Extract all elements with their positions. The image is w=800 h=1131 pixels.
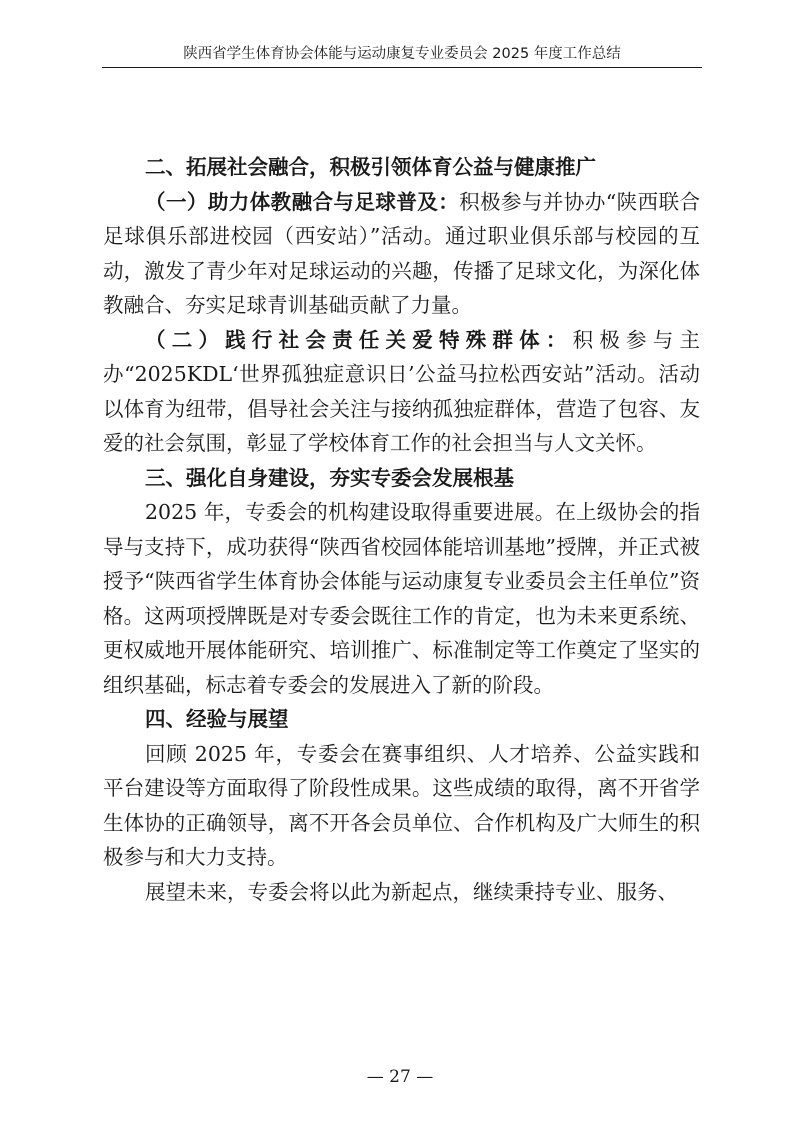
header-divider [102, 67, 702, 68]
item-2-body: 积极参与主办“2025KDL‘世界孤独症意识日’公益马拉松西安站”活动。活动以体育为纽带，倡导社会关注与接纳孤独症群体，营造了包容、友爱的社会氛围，彰显了学校体育工作的社会担当与人文关怀。 [103, 327, 701, 455]
item-1-body: 积极参与并协办“陕西联合足球俱乐部进校园（西安站）”活动。通过职业俱乐部与校园的互动，激发了青少年对足球运动的兴趣，传播了足球文化，为深化体教融合、夯实足球青训基础贡献了力量。 [103, 189, 701, 317]
page-number: — 27 — [366, 1067, 434, 1087]
running-header: 陕西省学生体育协会体能与运动康复专业委员会 2025 年度工作总结 [183, 46, 621, 62]
section-4-heading: 四、经验与展望 [145, 707, 289, 731]
section-4-body-2: 展望未来，专委会将以此为新起点，继续秉持专业、服务、 [145, 879, 678, 904]
section-2-item-2 [103, 323, 700, 461]
section-4-body-1: 回顾 2025 年，专委会在赛事组织、人才培养、公益实践和平台建设等方面取得了阶段性成果。这些成绩的取得，离不开省学生体协的正确领导，离不开各会员单位、合作机构及广大师生的积极参与和大力支持。 [103, 741, 700, 869]
section-2-item-1 [103, 185, 700, 323]
document-body [103, 150, 700, 909]
section-2-heading: 二、拓展社会融合，积极引领体育公益与健康推广 [145, 155, 596, 179]
section-3-body: 2025 年，专委会的机构建设取得重要进展。在上级协会的指导与支持下，成功获得“陕西省校园体能培训基地”授牌，并正式被授予“陕西省学生体育协会体能与运动康复专业委员会主任单位”资格。这两项授牌既是对专委会既往工作的肯定，也为未来更系统、更权威地开展体能研究、培训推广、标准制定等工作奠定了坚实的组织基础，标志着专委会的发展进入了新的阶段。 [103, 500, 700, 697]
section-3-heading: 三、强化自身建设，夯实专委会发展根基 [145, 465, 514, 490]
item-2-lead: （二）践行社会责任关爱特殊群体： [145, 327, 573, 352]
item-1-lead: （一）助力体教融合与足球普及： [145, 189, 460, 214]
